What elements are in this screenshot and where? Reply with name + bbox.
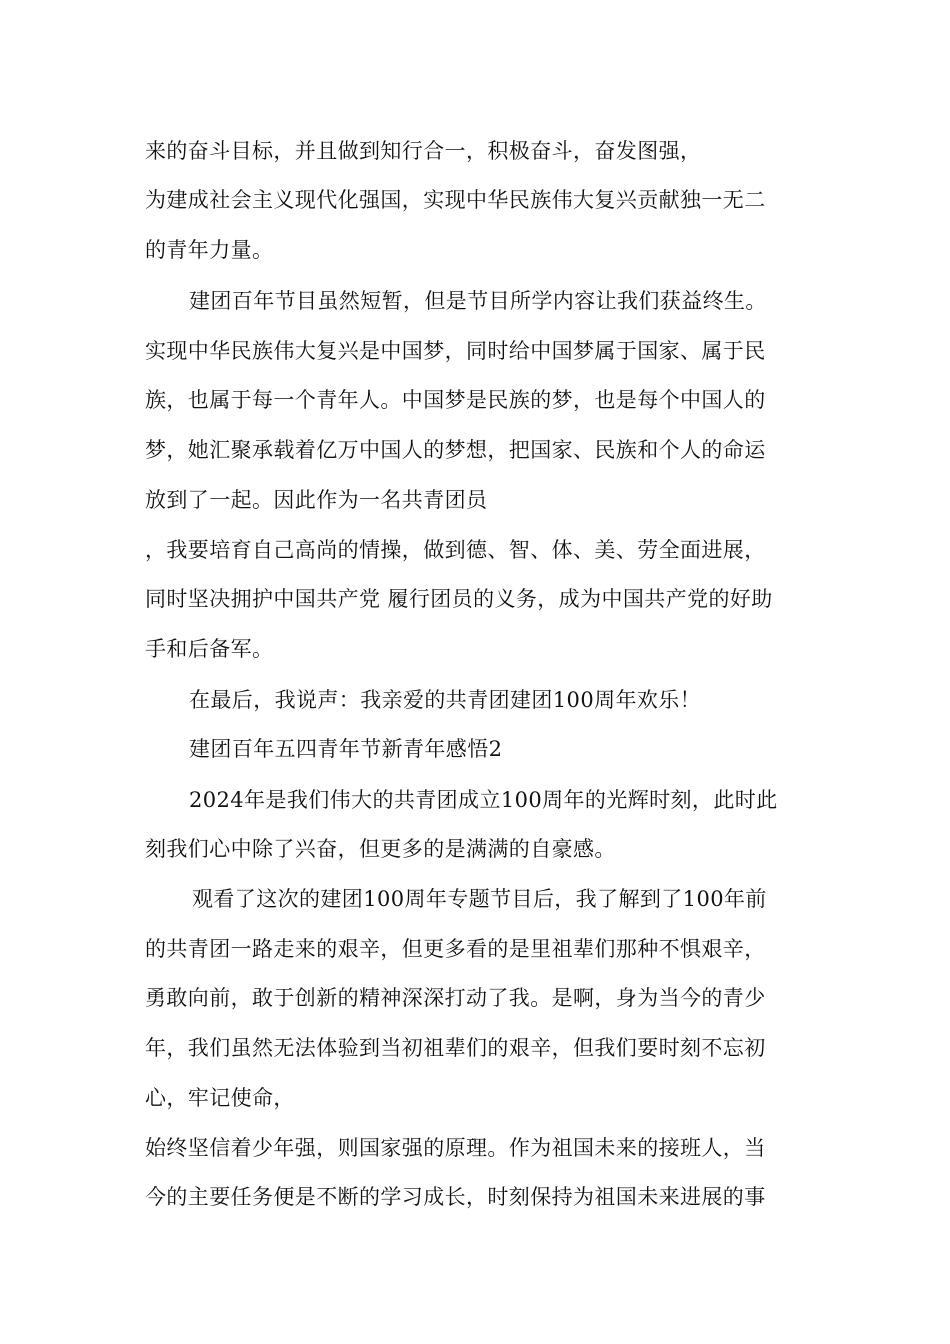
- text-line-11: 手和后备军。: [145, 637, 274, 661]
- text-line-20: 心，牢记使命，: [145, 1086, 295, 1110]
- paragraph-start-line: 观看了这次的建团100周年专题节目后，我了解到了100年前: [192, 887, 767, 911]
- text-line-5: 实现中华民族伟大复兴是中国梦，同时给中国梦属于国家、属于民: [145, 339, 766, 363]
- text-line-3: 的青年力量。: [145, 238, 274, 262]
- text-line-17: 的共青团一路走来的艰辛，但更多看的是里祖辈们那种不惧艰辛，: [145, 937, 766, 961]
- paragraph-start-line: 2024年是我们伟大的共青团成立100周年的光辉时刻，此时此: [189, 788, 778, 812]
- text-line-9: ，我要培育自己高尚的情操，做到德、智、体、美、劳全面进展，: [145, 538, 766, 562]
- text-line-18: 勇敢向前，敢于创新的精神深深打动了我。是啊，身为当今的青少: [145, 986, 766, 1010]
- text-line-22: 今的主要任务便是不断的学习成长，时刻保持为祖国未来进展的事: [145, 1185, 766, 1209]
- text-line-6: 族，也属于每一个青年人。中国梦是民族的梦，也是每个中国人的: [145, 388, 766, 412]
- text-line-2: 为建成社会主义现代化强国，实现中华民族伟大复兴贡献独一无二: [145, 188, 766, 212]
- text-line-8: 放到了一起。因此作为一名共青团员: [145, 488, 488, 512]
- text-line-21: 始终坚信着少年强，则国家强的原理。作为祖国未来的接班人，当: [145, 1136, 766, 1160]
- text-line-19: 年，我们虽然无法体验到当初祖辈们的艰辛，但我们要时刻不忘初: [145, 1036, 766, 1060]
- text-line-1: 来的奋斗目标，并且做到知行合一，积极奋斗，奋发图强，: [145, 139, 702, 163]
- text-line-7: 梦，她汇聚承载着亿万中国人的梦想，把国家、民族和个人的命运: [145, 438, 766, 462]
- paragraph-start-line: 建团百年节目虽然短暂，但是节目所学内容让我们获益终生。: [189, 289, 767, 313]
- text-line-10: 同时坚决拥护中国共产党 履行团员的义务，成为中国共产党的好助: [145, 587, 773, 611]
- section-heading: 建团百年五四青年节新青年感悟2: [189, 737, 503, 761]
- closing-line: 在最后，我说声：我亲爱的共青团建团100周年欢乐！: [189, 688, 702, 712]
- text-line-15: 刻我们心中除了兴奋，但更多的是满满的自豪感。: [145, 837, 616, 861]
